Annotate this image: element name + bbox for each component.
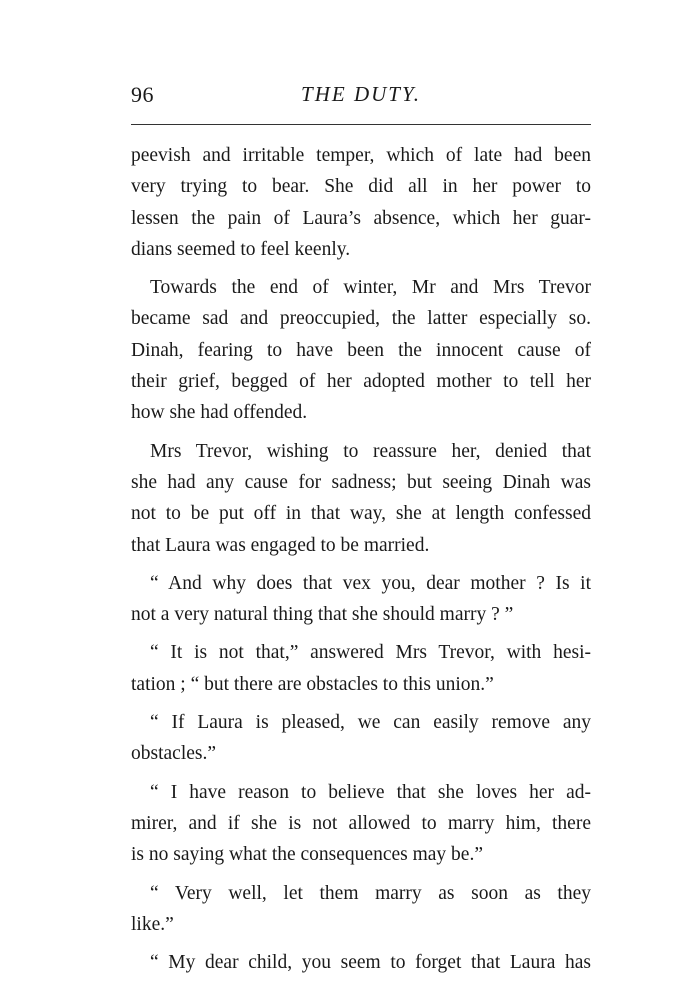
text-line: “ My dear child, you seem to forget that Laura has [150, 952, 591, 974]
text-line: is no saying what the consequences may be.” [131, 844, 483, 866]
paragraph-gap [131, 940, 591, 947]
text-line: like.” [131, 913, 174, 935]
text-line: Mrs Trevor, wishing to reassure her, denied that [150, 440, 591, 462]
text-line: “ If Laura is pleased, we can easily remove any [150, 712, 591, 734]
paragraph [131, 436, 591, 561]
header-rule [131, 124, 591, 125]
text-line: “ And why does that vex you, dear mother ? Is it [150, 572, 591, 594]
body-text [131, 140, 591, 978]
text-line: their grief, begged of her adopted mother to tell her [131, 371, 591, 393]
text-line: lessen the pain of Laura’s absence, which her guar- [131, 207, 591, 229]
paragraph [131, 272, 591, 428]
text-line: “ It is not that,” answered Mrs Trevor, with hesi- [150, 642, 591, 664]
text-line: not to be put off in that way, she at length confessed [131, 503, 591, 525]
text-line: obstacles.” [131, 743, 217, 765]
paragraph-gap [131, 700, 591, 707]
text-line: very trying to bear. She did all in her power to [131, 176, 591, 198]
text-line: Dinah, fearing to have been the innocent cause of [131, 339, 591, 361]
text-line: mirer, and if she is not allowed to marry him, there [131, 812, 591, 834]
text-line: peevish and irritable temper, which of late had been [131, 145, 591, 166]
text-line: tation ; “ but there are obstacles to this union.” [131, 673, 494, 695]
paragraph-gap [131, 770, 591, 777]
text-line: “ I have reason to believe that she loves her ad- [150, 781, 591, 803]
paragraph-gap [131, 630, 591, 637]
paragraph [131, 637, 591, 700]
paragraph [131, 878, 591, 941]
running-title: THE DUTY. [301, 82, 421, 106]
page-number: 96 [131, 82, 154, 107]
paragraph [131, 947, 591, 978]
text-line: that Laura was engaged to be married. [131, 534, 430, 556]
paragraph-gap [131, 871, 591, 878]
text-line: dians seemed to feel keenly. [131, 238, 351, 260]
paragraph-gap [131, 265, 591, 272]
paragraph [131, 140, 591, 265]
text-line: “ Very well, let them marry as soon as they [150, 882, 591, 904]
text-line: not a very natural thing that she should marry ? ” [131, 604, 514, 626]
text-line: how she had offended. [131, 402, 308, 424]
text-line: became sad and preoccupied, the latter especially so. [131, 308, 591, 330]
paragraph-gap [131, 561, 591, 568]
paragraph [131, 777, 591, 871]
paragraph [131, 707, 591, 770]
page-header [131, 82, 591, 112]
paragraph [131, 568, 591, 631]
paragraph-gap [131, 429, 591, 436]
text-line: she had any cause for sadness; but seeing Dinah was [131, 471, 591, 493]
text-line: Towards the end of winter, Mr and Mrs Trevor [150, 277, 591, 299]
